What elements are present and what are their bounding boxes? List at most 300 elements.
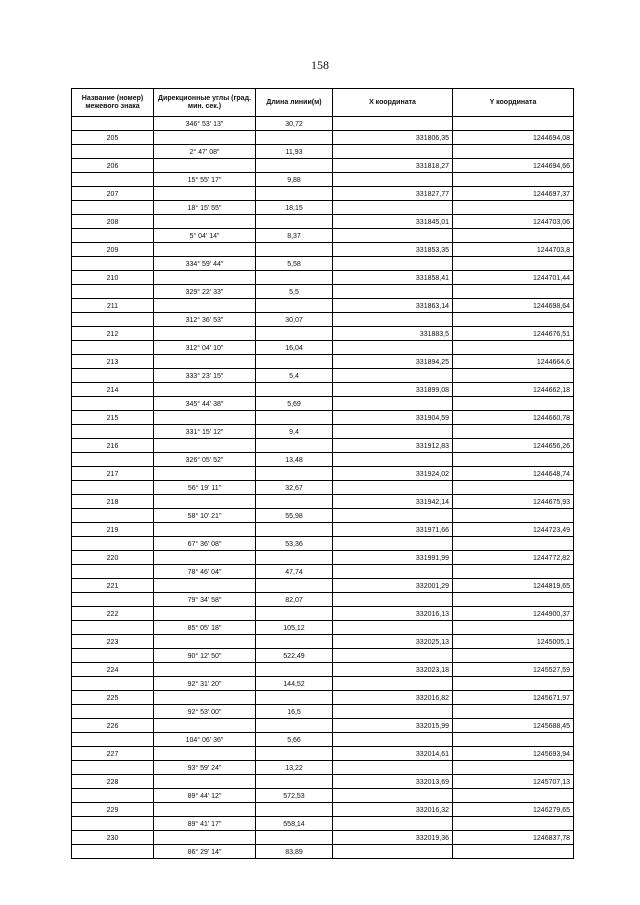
cell-line-length: 572,53 [256, 789, 333, 803]
cell-direction-angle: 345° 44' 38" [154, 397, 256, 411]
cell-direction-angle [154, 439, 256, 453]
cell-line-length [256, 635, 333, 649]
cell-line-length: 105,12 [256, 621, 333, 635]
cell-x-coordinate [333, 257, 453, 271]
cell-direction-angle: 89° 41' 17" [154, 817, 256, 831]
cell-line-length: 82,07 [256, 593, 333, 607]
cell-mark-name [72, 845, 154, 859]
cell-direction-angle: 5° 04' 14" [154, 229, 256, 243]
table-row [72, 649, 574, 663]
table-row [72, 327, 574, 341]
cell-direction-angle: 18° 15' 55" [154, 201, 256, 215]
cell-x-coordinate [333, 397, 453, 411]
cell-line-length: 53,36 [256, 537, 333, 551]
cell-y-coordinate: 1244900,37 [453, 607, 574, 621]
cell-x-coordinate: 331806,35 [333, 131, 453, 145]
cell-y-coordinate [453, 397, 574, 411]
cell-y-coordinate [453, 649, 574, 663]
cell-x-coordinate: 331853,35 [333, 243, 453, 257]
cell-line-length: 83,89 [256, 845, 333, 859]
cell-y-coordinate: 1244701,44 [453, 271, 574, 285]
cell-x-coordinate [333, 425, 453, 439]
table-row [72, 341, 574, 355]
table-row [72, 691, 574, 705]
cell-line-length [256, 215, 333, 229]
cell-mark-name: 214 [72, 383, 154, 397]
cell-direction-angle [154, 719, 256, 733]
cell-y-coordinate [453, 173, 574, 187]
table-row [72, 201, 574, 215]
cell-x-coordinate: 332001,29 [333, 579, 453, 593]
cell-x-coordinate: 332023,18 [333, 663, 453, 677]
cell-y-coordinate: 1244676,51 [453, 327, 574, 341]
cell-y-coordinate [453, 285, 574, 299]
cell-y-coordinate [453, 565, 574, 579]
cell-line-length: 30,07 [256, 313, 333, 327]
table-row [72, 803, 574, 817]
cell-mark-name: 205 [72, 131, 154, 145]
cell-x-coordinate: 332013,69 [333, 775, 453, 789]
table-row [72, 117, 574, 131]
cell-x-coordinate: 332025,13 [333, 635, 453, 649]
cell-direction-angle: 333° 23' 15" [154, 369, 256, 383]
cell-y-coordinate [453, 201, 574, 215]
cell-x-coordinate: 332019,36 [333, 831, 453, 845]
cell-direction-angle: 2° 47' 08" [154, 145, 256, 159]
cell-mark-name [72, 649, 154, 663]
cell-line-length: 5,4 [256, 369, 333, 383]
cell-mark-name: 221 [72, 579, 154, 593]
cell-x-coordinate: 332016,82 [333, 691, 453, 705]
table-header [72, 89, 574, 117]
cell-direction-angle: 104° 06' 36" [154, 733, 256, 747]
cell-mark-name [72, 257, 154, 271]
cell-direction-angle: 312° 04' 10" [154, 341, 256, 355]
table-row [72, 285, 574, 299]
cell-direction-angle [154, 131, 256, 145]
cell-y-coordinate [453, 425, 574, 439]
cell-direction-angle [154, 607, 256, 621]
cell-line-length [256, 775, 333, 789]
cell-mark-name: 219 [72, 523, 154, 537]
cell-line-length: 13,22 [256, 761, 333, 775]
cell-x-coordinate [333, 285, 453, 299]
cell-direction-angle: 329° 22' 33" [154, 285, 256, 299]
cell-y-coordinate: 1244703,8 [453, 243, 574, 257]
table-row [72, 481, 574, 495]
table-row [72, 775, 574, 789]
table-row [72, 523, 574, 537]
cell-line-length: 47,74 [256, 565, 333, 579]
cell-line-length [256, 299, 333, 313]
cell-y-coordinate [453, 313, 574, 327]
cell-x-coordinate: 332016,13 [333, 607, 453, 621]
table-row [72, 831, 574, 845]
cell-mark-name [72, 565, 154, 579]
table-row [72, 579, 574, 593]
cell-line-length [256, 719, 333, 733]
cell-x-coordinate [333, 761, 453, 775]
cell-x-coordinate: 331924,02 [333, 467, 453, 481]
cell-direction-angle: 86° 29' 14" [154, 845, 256, 859]
cell-line-length [256, 579, 333, 593]
table-row [72, 173, 574, 187]
cell-direction-angle: 92° 53' 00" [154, 705, 256, 719]
cell-mark-name [72, 453, 154, 467]
cell-y-coordinate [453, 733, 574, 747]
cell-direction-angle [154, 327, 256, 341]
cell-line-length: 9,4 [256, 425, 333, 439]
table-row [72, 663, 574, 677]
table-row [72, 243, 574, 257]
cell-x-coordinate: 331827,77 [333, 187, 453, 201]
cell-y-coordinate [453, 845, 574, 859]
cell-mark-name: 224 [72, 663, 154, 677]
cell-mark-name [72, 789, 154, 803]
table-row [72, 425, 574, 439]
cell-mark-name: 206 [72, 159, 154, 173]
cell-mark-name: 209 [72, 243, 154, 257]
cell-mark-name: 210 [72, 271, 154, 285]
table-row [72, 411, 574, 425]
cell-mark-name: 211 [72, 299, 154, 313]
cell-mark-name [72, 733, 154, 747]
cell-direction-angle [154, 299, 256, 313]
table-row [72, 677, 574, 691]
cell-mark-name: 213 [72, 355, 154, 369]
table-row [72, 229, 574, 243]
table-row [72, 705, 574, 719]
cell-direction-angle [154, 635, 256, 649]
cell-direction-angle [154, 243, 256, 257]
cell-direction-angle: 346° 53' 13" [154, 117, 256, 131]
cell-line-length: 5,66 [256, 733, 333, 747]
cell-x-coordinate [333, 313, 453, 327]
table-row [72, 761, 574, 775]
cell-mark-name: 222 [72, 607, 154, 621]
cell-mark-name: 218 [72, 495, 154, 509]
cell-x-coordinate: 332015,99 [333, 719, 453, 733]
cell-y-coordinate [453, 257, 574, 271]
cell-y-coordinate [453, 453, 574, 467]
cell-direction-angle [154, 523, 256, 537]
cell-mark-name [72, 313, 154, 327]
cell-y-coordinate: 1244675,93 [453, 495, 574, 509]
cell-y-coordinate: 1244656,26 [453, 439, 574, 453]
cell-direction-angle: 312° 36' 53" [154, 313, 256, 327]
cell-line-length: 16,5 [256, 705, 333, 719]
cell-x-coordinate: 331894,25 [333, 355, 453, 369]
cell-x-coordinate [333, 593, 453, 607]
cell-line-length: 18,15 [256, 201, 333, 215]
cell-mark-name [72, 397, 154, 411]
cell-line-length: 55,98 [256, 509, 333, 523]
cell-x-coordinate [333, 201, 453, 215]
cell-mark-name: 225 [72, 691, 154, 705]
cell-y-coordinate: 1245671,97 [453, 691, 574, 705]
cell-y-coordinate [453, 481, 574, 495]
cell-mark-name: 229 [72, 803, 154, 817]
cell-mark-name [72, 229, 154, 243]
table-row [72, 621, 574, 635]
cell-x-coordinate [333, 145, 453, 159]
cell-y-coordinate: 1244648,74 [453, 467, 574, 481]
cell-direction-angle: 92° 31' 20" [154, 677, 256, 691]
table-row [72, 509, 574, 523]
cell-mark-name: 217 [72, 467, 154, 481]
cell-direction-angle [154, 691, 256, 705]
cell-y-coordinate: 1244698,64 [453, 299, 574, 313]
cell-x-coordinate: 331991,99 [333, 551, 453, 565]
cell-y-coordinate [453, 537, 574, 551]
cell-direction-angle: 326° 05' 52" [154, 453, 256, 467]
cell-direction-angle [154, 747, 256, 761]
cell-mark-name [72, 341, 154, 355]
cell-line-length: 144,52 [256, 677, 333, 691]
cell-mark-name: 212 [72, 327, 154, 341]
cell-line-length: 5,69 [256, 397, 333, 411]
cell-y-coordinate [453, 369, 574, 383]
cell-direction-angle: 90° 12' 50" [154, 649, 256, 663]
cell-direction-angle [154, 803, 256, 817]
cell-y-coordinate [453, 761, 574, 775]
table-row [72, 593, 574, 607]
cell-direction-angle [154, 663, 256, 677]
cell-x-coordinate: 331858,41 [333, 271, 453, 285]
cell-mark-name: 227 [72, 747, 154, 761]
table-row [72, 635, 574, 649]
table-row [72, 383, 574, 397]
cell-line-length [256, 439, 333, 453]
cell-mark-name: 216 [72, 439, 154, 453]
cell-line-length: 32,67 [256, 481, 333, 495]
cell-y-coordinate [453, 509, 574, 523]
cell-mark-name [72, 481, 154, 495]
cell-mark-name: 220 [72, 551, 154, 565]
cell-x-coordinate [333, 565, 453, 579]
cell-direction-angle [154, 271, 256, 285]
cell-direction-angle [154, 831, 256, 845]
cell-line-length [256, 747, 333, 761]
cell-x-coordinate: 331904,59 [333, 411, 453, 425]
cell-x-coordinate [333, 817, 453, 831]
cell-x-coordinate: 331863,14 [333, 299, 453, 313]
cell-mark-name [72, 173, 154, 187]
table-row [72, 355, 574, 369]
cell-line-length [256, 803, 333, 817]
table-row [72, 271, 574, 285]
cell-x-coordinate [333, 705, 453, 719]
cell-y-coordinate [453, 341, 574, 355]
table-row [72, 495, 574, 509]
cell-y-coordinate [453, 705, 574, 719]
table-row [72, 845, 574, 859]
table-row [72, 551, 574, 565]
cell-direction-angle: 15° 55' 17" [154, 173, 256, 187]
cell-direction-angle [154, 551, 256, 565]
cell-y-coordinate [453, 817, 574, 831]
table-row [72, 131, 574, 145]
cell-line-length [256, 187, 333, 201]
cell-mark-name: 230 [72, 831, 154, 845]
cell-x-coordinate: 332014,61 [333, 747, 453, 761]
cell-direction-angle: 78° 46' 04" [154, 565, 256, 579]
cell-line-length [256, 607, 333, 621]
cell-x-coordinate [333, 733, 453, 747]
cell-mark-name [72, 817, 154, 831]
cell-line-length: 16,04 [256, 341, 333, 355]
cell-mark-name: 208 [72, 215, 154, 229]
cell-x-coordinate [333, 481, 453, 495]
cell-y-coordinate: 1246279,65 [453, 803, 574, 817]
cell-line-length: 5,58 [256, 257, 333, 271]
cell-line-length [256, 411, 333, 425]
cell-line-length [256, 831, 333, 845]
cell-line-length [256, 327, 333, 341]
cell-line-length [256, 271, 333, 285]
cell-x-coordinate: 331845,01 [333, 215, 453, 229]
cell-line-length [256, 523, 333, 537]
cell-x-coordinate [333, 453, 453, 467]
cell-mark-name [72, 761, 154, 775]
cell-y-coordinate: 1244662,18 [453, 383, 574, 397]
table-row [72, 747, 574, 761]
cell-direction-angle [154, 383, 256, 397]
table-row [72, 607, 574, 621]
cell-direction-angle: 331° 15' 12" [154, 425, 256, 439]
cell-y-coordinate: 1244697,37 [453, 187, 574, 201]
cell-y-coordinate: 1245688,45 [453, 719, 574, 733]
table-row [72, 397, 574, 411]
cell-direction-angle: 58° 10' 21" [154, 509, 256, 523]
cell-x-coordinate: 332016,32 [333, 803, 453, 817]
cell-line-length [256, 355, 333, 369]
cell-x-coordinate [333, 117, 453, 131]
cell-y-coordinate [453, 145, 574, 159]
cell-y-coordinate [453, 593, 574, 607]
cell-line-length: 13,48 [256, 453, 333, 467]
header-direction-angle: Дирекционные углы (град. мин. сек.) [154, 89, 256, 117]
cell-mark-name [72, 593, 154, 607]
cell-y-coordinate: 1244660,78 [453, 411, 574, 425]
table-row [72, 817, 574, 831]
cell-line-length [256, 131, 333, 145]
cell-y-coordinate: 1245707,13 [453, 775, 574, 789]
page-number: 158 [311, 58, 329, 72]
cell-y-coordinate [453, 789, 574, 803]
cell-line-length [256, 159, 333, 173]
cell-mark-name [72, 425, 154, 439]
table-row [72, 439, 574, 453]
cell-y-coordinate: 1244694,08 [453, 131, 574, 145]
cell-line-length: 522,49 [256, 649, 333, 663]
cell-line-length [256, 495, 333, 509]
cell-y-coordinate: 1244819,65 [453, 579, 574, 593]
cell-direction-angle [154, 411, 256, 425]
cell-direction-angle [154, 467, 256, 481]
cell-direction-angle [154, 159, 256, 173]
cell-y-coordinate: 1244703,06 [453, 215, 574, 229]
cell-direction-angle: 79° 34' 58" [154, 593, 256, 607]
cell-mark-name [72, 117, 154, 131]
cell-line-length: 8,37 [256, 229, 333, 243]
cell-direction-angle [154, 775, 256, 789]
table-row [72, 733, 574, 747]
cell-x-coordinate [333, 621, 453, 635]
cell-mark-name [72, 537, 154, 551]
cell-line-length [256, 383, 333, 397]
cell-direction-angle: 334° 59' 44" [154, 257, 256, 271]
cell-mark-name [72, 705, 154, 719]
table-body [72, 117, 574, 859]
cell-x-coordinate: 331971,66 [333, 523, 453, 537]
cell-y-coordinate: 1245693,94 [453, 747, 574, 761]
cell-y-coordinate: 1245527,59 [453, 663, 574, 677]
cell-mark-name [72, 369, 154, 383]
cell-line-length [256, 551, 333, 565]
cell-direction-angle: 85° 05' 18" [154, 621, 256, 635]
cell-y-coordinate: 1244664,6 [453, 355, 574, 369]
table-row [72, 159, 574, 173]
cell-x-coordinate [333, 173, 453, 187]
cell-line-length: 9,88 [256, 173, 333, 187]
header-x-coordinate: X координата [333, 89, 453, 117]
table-row [72, 719, 574, 733]
cell-mark-name: 226 [72, 719, 154, 733]
cell-mark-name: 215 [72, 411, 154, 425]
cell-x-coordinate [333, 537, 453, 551]
cell-x-coordinate [333, 369, 453, 383]
cell-y-coordinate: 1246837,78 [453, 831, 574, 845]
cell-direction-angle [154, 355, 256, 369]
header-mark-name: Название (номер) межевого знака [72, 89, 154, 117]
table-row [72, 537, 574, 551]
cell-x-coordinate [333, 341, 453, 355]
cell-direction-angle [154, 579, 256, 593]
cell-direction-angle [154, 215, 256, 229]
cell-line-length: 30,72 [256, 117, 333, 131]
cell-line-length [256, 467, 333, 481]
cell-mark-name: 228 [72, 775, 154, 789]
cell-mark-name [72, 621, 154, 635]
cell-mark-name [72, 145, 154, 159]
cell-mark-name [72, 285, 154, 299]
cell-y-coordinate: 1245005,1 [453, 635, 574, 649]
cell-direction-angle: 67° 36' 08" [154, 537, 256, 551]
table-row [72, 453, 574, 467]
table-row [72, 299, 574, 313]
cell-line-length: 11,93 [256, 145, 333, 159]
table-row [72, 789, 574, 803]
cell-y-coordinate: 1244772,82 [453, 551, 574, 565]
boundary-marks-table [71, 88, 574, 859]
cell-x-coordinate: 331883,5 [333, 327, 453, 341]
cell-mark-name: 223 [72, 635, 154, 649]
cell-mark-name [72, 201, 154, 215]
header-row [72, 89, 574, 117]
table-row [72, 467, 574, 481]
cell-x-coordinate [333, 677, 453, 691]
cell-line-length [256, 691, 333, 705]
cell-line-length [256, 663, 333, 677]
header-y-coordinate: Y координата [453, 89, 574, 117]
cell-x-coordinate: 331942,14 [333, 495, 453, 509]
cell-y-coordinate [453, 229, 574, 243]
cell-line-length: 5,5 [256, 285, 333, 299]
table-row [72, 145, 574, 159]
cell-x-coordinate: 331912,83 [333, 439, 453, 453]
header-line-length: Длина линии(м) [256, 89, 333, 117]
